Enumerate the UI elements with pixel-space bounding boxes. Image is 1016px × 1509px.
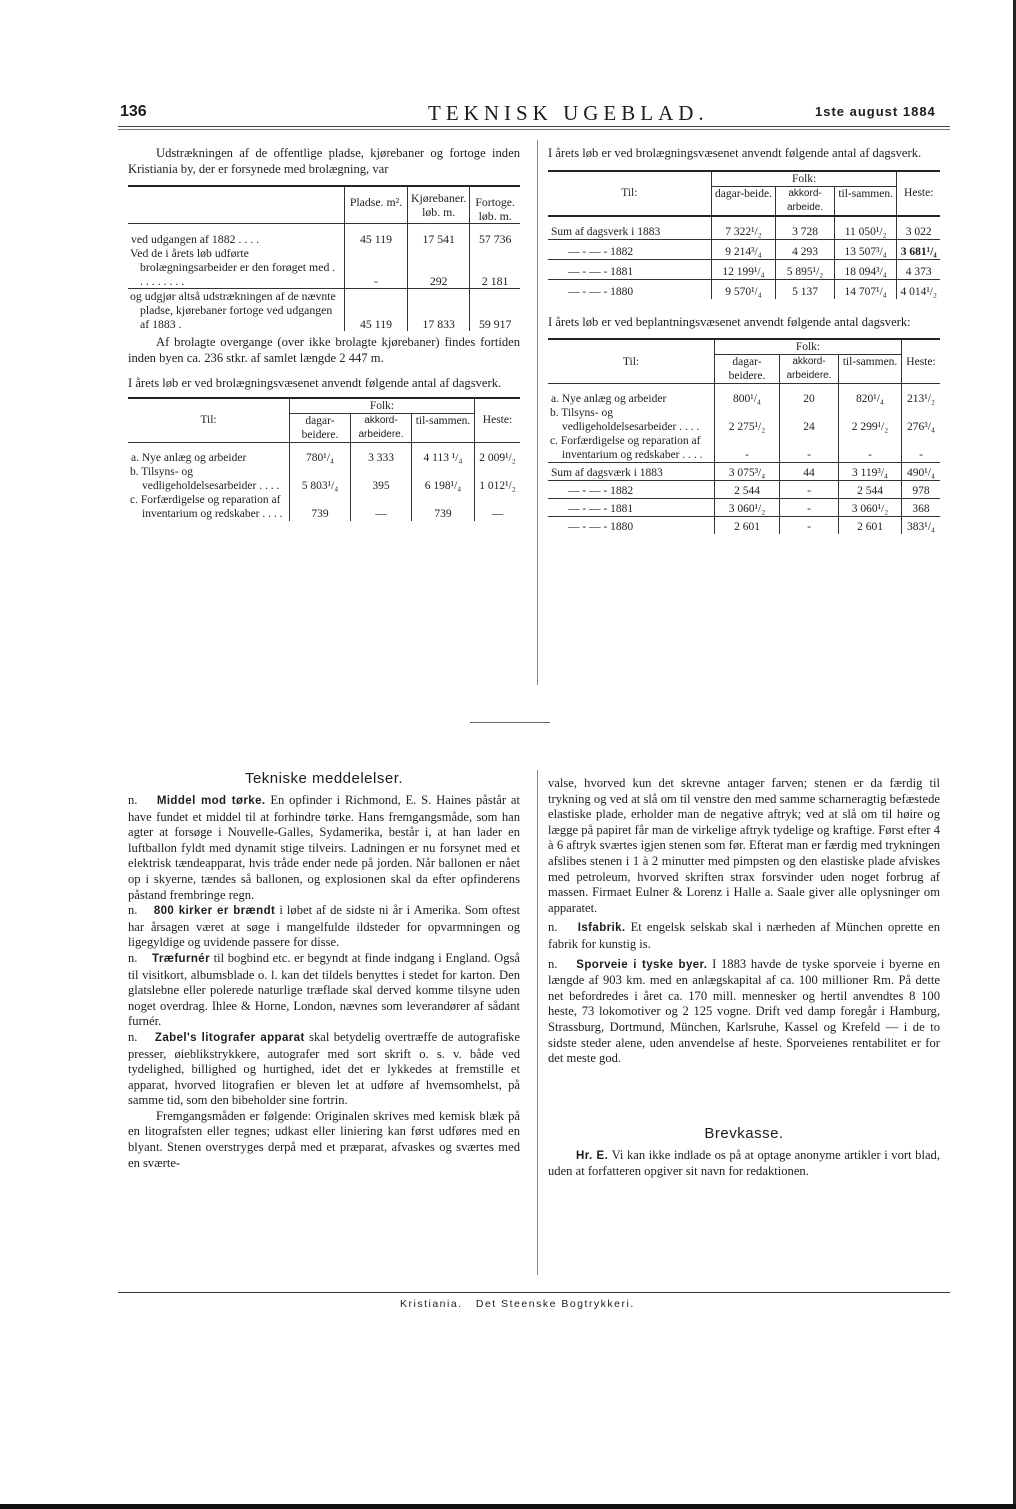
table-row: — - — - 1882 9 214³/₄ 4 293 13 507³/₄ 3 681¹/₄ [548, 239, 940, 259]
table-row: — - — - 1880 9 570¹/₄ 5 137 14 707¹/₄ 4 014¹/₂ [548, 279, 940, 299]
news-item: n. Træfurnér til bogbind etc. er begyndt at finde indgang i England. Også til visitkort, albumsblade o. l. kan det tildels benyttes i stedet for karton. Den glatslebne eller polerede naturlige træflade skal derved komme tilsyne uden noget overdrag. Ihlee & Horne, London, nævnes som leverandører af sådant furnér. [128, 950, 521, 1029]
crossings-paragraph: Af brolagte overgange (over ikke brolagte kjørebaner) findes fortiden inden byen ca. 236 stkr. af samlet længde 2 447 m. [128, 335, 520, 365]
header-rule [118, 126, 950, 127]
table-row: Sum af dagsværk i 1883 3 075³/₄ 44 3 119³/₄ 490¹/₄ [548, 463, 940, 481]
beplantning-intro: I årets løb er ved beplantningsvæsenet anvendt følgende antal dagsverk: [548, 314, 911, 329]
news-item: n. Isfabrik. Et engelsk selskab skal i nærheden af München oprette en fabrik for kunstig is. [548, 920, 940, 951]
table-row: og udgjør altså udstrækningen af de nævnte pladse, kjørebaner fortoge ved udgangen af 1883 . 45 119 17 833 59 917 [128, 289, 520, 332]
news-right-column [548, 776, 940, 1180]
table-row: b. Tilsyns- og vedligeholdelsesarbeider . . . . 5 803¹/₄ 395 6 198¹/₄ 1 012¹/₂ [128, 465, 520, 493]
table-row: c. Forfærdigelse og reparation af inventarium og redskaber . . . . 739 — 739 — [128, 493, 520, 521]
right-top-column [548, 146, 940, 534]
column-divider-bottom [537, 770, 538, 1275]
table-row: — - — - 1880 2 601 - 2 601 383¹/₄ [548, 517, 940, 535]
footer-rule [118, 1292, 950, 1293]
extent-table [128, 185, 520, 331]
intro-paragraph: Udstrækningen af de offentlige pladse, kjørebaner og fortoge inden Kristiania by, der er forsynede med brolægning, var [128, 146, 520, 176]
table-row: Ved de i årets løb udførte brolægningsarbeider er den forøget med . . . . . . . . . - 292 2 181 [128, 246, 520, 289]
right-dagsverk-intro: I årets løb er ved brolægningsvæsenet anvendt følgende antal af dagsverk. [548, 146, 922, 160]
brevkasse-title: Brevkasse. [704, 1124, 784, 1142]
table-row: a. Nye anlæg og arbeider 800¹/₄ 20 820¹/₄ 213¹/₂ [548, 392, 940, 406]
section-title: Tekniske meddelelser. [244, 770, 404, 787]
news-item: n. Sporveie i tyske byer. I 1883 havde de tyske sporveie i byerne en længde af 903 km. med en anlægskapital af ca. 100 millioner Rm. På dette net befordredes i året ca. 170 mill. mennesker og hertil anvendtes 8 100 heste, 73 lokomotiver og 2 125 vogne. Drift ved damp foregår i Hamburg, Strassburg, Dortmund, München, Karlsruhe, Kassel og Krefeld — i de to sidste steder alene, uden anvendelse af heste. Sporveienes rentabilitet er for det meste god. [548, 956, 940, 1066]
table-row: — - — - 1881 12 199¹/₄ 5 895¹/₂ 18 094³/₄ 4 373 [548, 259, 940, 279]
dagsverk-intro: I årets løb er ved brolægningsvæsenet anvendt følgende antal af dagsverk. [128, 376, 502, 391]
issue-date: 1ste august 1884 [815, 104, 936, 119]
news-item: n. Middel mod tørke. En opfinder i Richmond, E. S. Haines påstår at have fundet et middel til at forhindre tørke. Hans fremgangsmåde, som han agter at forsøge i Nouvelle-Galles, Sydamerika, består i, at han lader en luftballon fyldt med dynamit stige tilveirs. Ladningen er nu forsynet med et elektrisk tændeapparat, hvis tråde ender nede på jorden. Når ballonen er nået op i skyerne, tændes så ballonen, og explosionen skal da efter opfinderens påstand frembringe regn. [128, 793, 521, 902]
col-kjorebaner: Kjørebaner. løb. m. [408, 186, 470, 224]
page-edge-bottom [0, 1504, 1016, 1509]
table-row: Sum af dagsverk i 1883 7 322¹/₂ 3 728 11 050¹/₂ 3 022 [548, 225, 940, 240]
news-item-continued: valse, hvorved kun det skrevne antager farven; stenen er da færdig til trykning og ved at slå om til venstre den med samme scharneragtig befæstede elastiske plade, erholder man de negative aftryk; ved at slå om til høire og lægge på papiret får man de virkelige aftryk tydelige og kraftige. Først efter 4 à 6 aftryk sværtes igjen stenen som før. Efterat man er færdig med trykningen afslibes stenen i 1 à 2 minutter med pimpsten og den elastiske plade afviskes med petroleum, hvorved skriften strax forsvinder uden noget forbrug af massen. Firmaet Eulner & Lorenz i Halle a. Saale giver alle oplysninger om apparatet. [548, 776, 940, 915]
brevkasse-item: Hr. E. Vi kan ikke indlade os på at optage anonyme artikler i vort blad, uden at forfatteren opgiver sit navn for redaktionen. [548, 1147, 940, 1179]
dagsverk-table-right: Til: Folk: Heste: dagar-beide. akkord-arbeide. til-sammen. Sum af dagsverk i 1883 7 322¹/₂ 3 728 11 050¹/₂ 3 022 — - — - 1882 9 214³/₄ 4 293 13 507³/₄ 3 681¹/₄ — - — - 1881 12 199¹/₄ 5 895¹/₂ 18 094³/₄ 4 373 — - — - 1880 9 570¹/₄ 5 137 14 707¹/₄ 4 014¹/₂ [548, 170, 940, 299]
journal-title: TEKNISK UGEBLAD. [428, 101, 709, 125]
table-row: c. Forfærdigelse og reparation af inventarium og redskaber . . . . - - - - [548, 434, 940, 463]
table-row: b. Tilsyns- og vedligeholdelsesarbeider . . . . 2 275¹/₂ 24 2 299¹/₂ 276³/₄ [548, 406, 940, 434]
printer-imprint: Kristiania. Det Steenske Bogtrykkeri. [400, 1298, 635, 1310]
table-row: — - — - 1881 3 060¹/₂ - 3 060¹/₂ 368 [548, 499, 940, 517]
news-item: n. Zabel's litografer apparat skal betydelig overtræffe de autografiske presser, øieblikstrykkere, autografer med sort skrift o. s. v. både ved tydelighed, billighed og hurtighed, idet det er lykkedes at fremstille et apparat, hvorved litografien er bleven let at udføre af hvemsomhelst, på samme tid, som den bibeholder sine fortrin. [128, 1029, 521, 1108]
dagsverk-table-left: Til: Folk: Heste: dagar-beidere. akkord-arbeidere. til-sammen. a. Nye anlæg og arbeider 780¹/₄ 3 333 4 113 ¹/₄ 2 009¹/₂ b. Tilsyns- og vedligeholdelsesarbeider . . . . 5 803¹/₄ 395 6 198¹/₄ 1 012¹/₂ c. Forfærdigelse og reparation af inventarium og redskaber . . . . 739 — 739 — [128, 397, 520, 521]
header-rule-2 [118, 129, 950, 130]
col-fortoge: Fortoge. løb. m. [470, 186, 520, 224]
table-row: a. Nye anlæg og arbeider 780¹/₄ 3 333 4 113 ¹/₄ 2 009¹/₂ [128, 451, 520, 465]
table-row: ved udgangen af 1882 . . . . 45 119 17 541 57 736 [128, 232, 520, 246]
beplantning-table: Til: Folk: Heste: dagar-beidere. akkord-arbeidere. til-sammen. a. Nye anlæg og arbeider 800¹/₄ 20 820¹/₄ 213¹/₂ b. Tilsyns- og vedligeholdelsesarbeider . . . . 2 275¹/₂ 24 2 299¹/₂ 276³/₄ c. Forfærdigelse og reparation af inventarium og redskaber . . . . - - - - Sum af dagsværk i 1883 3 075³/₄ 44 3 119³/₄ 490¹/₄ — - — - 1882 2 544 - 2 544 978 — - — - 1881 3 060¹/₂ - 3 060¹/₂ 368 — - — - 1880 2 601 - 2 601 383¹/₄ [548, 338, 940, 534]
table-row: — - — - 1882 2 544 - 2 544 978 [548, 481, 940, 499]
col-pladse: Pladse. m². [345, 186, 408, 224]
news-left-column [128, 770, 520, 1171]
page-number: 136 [120, 103, 147, 120]
news-item: n. 800 kirker er brændt i løbet af de sidste ni år i Amerika. Som oftest har årsagen været at søge i mangelfulde ildsteder for opvarmningen og ligegyldige og uvidende passere for disse. [128, 903, 520, 950]
column-divider-top [537, 140, 538, 685]
news-item-continued: Fremgangsmåden er følgende: Originalen skrives med kemisk blæk på en litografsten eller tegnes; udkast eller liniering kan først udføres med en blyant. Stenen overstryges derpå med et præparat, afvaskes og sværtes med en sværte- [128, 1108, 520, 1170]
section-divider [470, 722, 550, 723]
left-top-column [128, 146, 520, 521]
